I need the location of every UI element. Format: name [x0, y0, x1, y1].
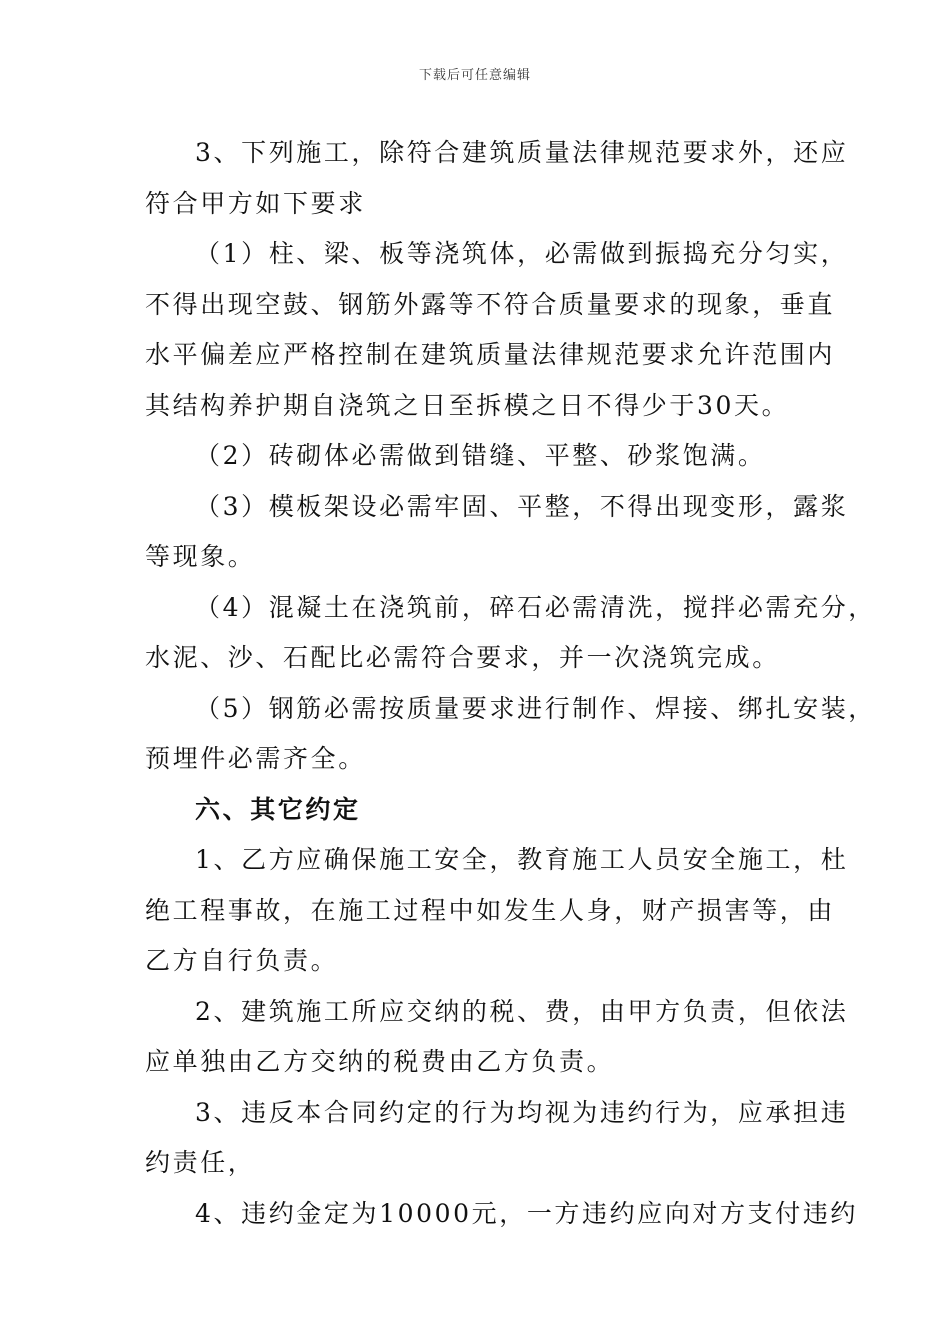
text-line: 1、乙方应确保施工安全，教育施工人员安全施工，杜: [195, 845, 849, 874]
document-body: [145, 128, 876, 1239]
text-line: （5）钢筋必需按质量要求进行制作、焊接、绑扎安装，: [195, 693, 876, 723]
text-line: 绝工程事故，在施工过程中如发生人身，财产损害等，由: [145, 895, 836, 925]
text-line: 应单独由乙方交纳的税费由乙方负责。: [145, 1047, 615, 1076]
text-line: 4、违约金定为10000元，一方违约应向对方支付违约: [195, 1198, 859, 1228]
text-line: （3）模板架设必需牢固、平整，不得出现变形，露浆: [195, 491, 849, 521]
text-line: 水平偏差应严格控制在建筑质量法律规范要求允许范围内: [145, 340, 836, 369]
text-line: 约责任，: [145, 1148, 256, 1177]
page-header: 下载后可任意编辑: [418, 68, 531, 83]
text-line: 符合甲方如下要求: [145, 188, 366, 218]
text-line: （2）砖砌体必需做到错缝、平整、砂浆饱满。: [195, 441, 766, 470]
text-line: 其结构养护期自浇筑之日至拆模之日不得少于30天。: [145, 390, 790, 420]
text-line: 等现象。: [145, 542, 256, 571]
section-heading: 六、其它约定: [195, 794, 361, 824]
text-line: 2、建筑施工所应交纳的税、费，由甲方负责，但依法: [195, 996, 849, 1026]
text-line: 3、下列施工，除符合建筑质量法律规范要求外，还应: [195, 138, 849, 167]
text-line: （4）混凝土在浇筑前，碎石必需清洗，搅拌必需充分，: [195, 592, 876, 622]
text-line: 预埋件必需齐全。: [145, 744, 366, 773]
text-line: （1）柱、梁、板等浇筑体，必需做到振捣充分匀实，: [195, 239, 849, 268]
text-line: 水泥、沙、石配比必需符合要求，并一次浇筑完成。: [145, 643, 780, 672]
text-line: 乙方自行负责。: [145, 946, 339, 975]
text-line: 不得出现空鼓、钢筋外露等不符合质量要求的现象，垂直: [145, 289, 836, 319]
text-line: 3、违反本合同约定的行为均视为违约行为，应承担违: [195, 1097, 849, 1127]
